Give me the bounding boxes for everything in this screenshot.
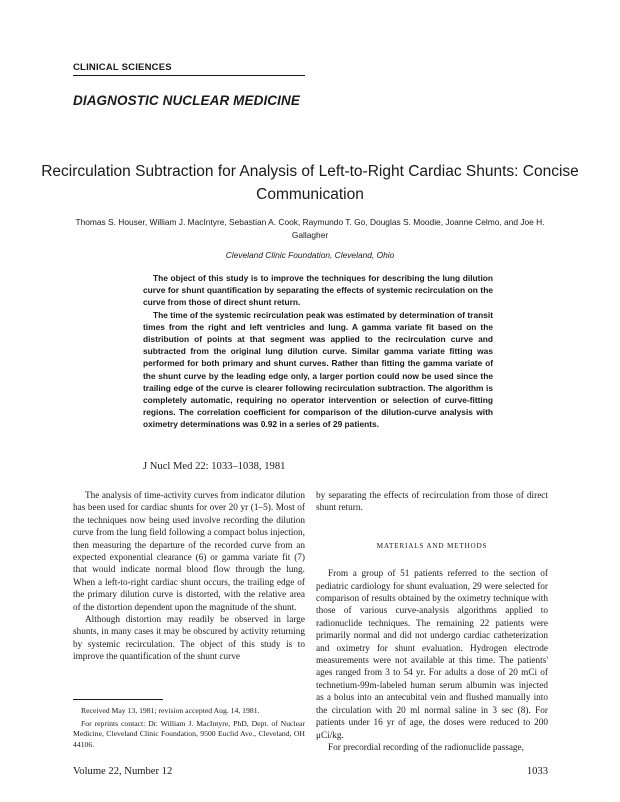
body-paragraph: For precordial recording of the radionuclide passage, (328, 742, 524, 753)
volume-label: Volume 22, Number 12 (73, 766, 173, 777)
body-paragraph: by separating the effects of recirculation from those of direct shunt return. (316, 491, 548, 514)
body-paragraph: Although distortion may readily be observed in large shunts, in many cases it may be obscured by activity returning by systemic recirculation. The object of this study is to improve the quantification of the shunt curve (73, 615, 305, 663)
left-column (73, 490, 305, 664)
article-title: Recirculation Subtraction for Analysis of Left-to-Right Cardiac Shunts: Concise Communication (41, 163, 579, 203)
citation-line: J Nucl Med 22: 1033–1038, 1981 (143, 461, 286, 472)
body-paragraph: From a group of 51 patients referred to the section of pediatric cardiology for shunt evaluation, 29 were selected for comparison of results obtained by the oximetry technique with those of various curve-analysis algorithms applied to radionuclide techniques. The remaining 22 patients were primarily normal and did not undergo cardiac catheterization and oximetry for shunt evaluation. Hydrogen electrode measurements were not available at this time. The patients' ages ranged from 3 to 54 yr. For adults a dose of 20 mCi of technetium-99m-labeled human serum albumin was injected as a bolus into an antecubital vein and flushed manually into the circulation with 20 ml normal saline in 3 sec (8). For patients under 16 yr of age, the doses were reduced to 200 μCi/kg. (316, 569, 548, 741)
right-column (316, 490, 548, 754)
footnote: For reprints contact: Dr. William J. MacIntyre, PhD, Dept. of Nuclear Medicine, Cleveland Clinic Foundation, 9500 Euclid Ave., Cleveland, OH 44106. (73, 718, 305, 749)
footnotes (73, 706, 305, 752)
footnote-divider (73, 699, 163, 700)
section-label: CLINICAL SCIENCES (73, 62, 305, 76)
abstract-paragraph: The object of this study is to improve the techniques for describing the lung dilution curve for shunt quantification by separating the effects of systemic recirculation on the curve from those of direct shunt return. (143, 273, 493, 308)
author-list: Thomas S. Houser, William J. MacIntyre, Sebastian A. Cook, Raymundo T. Go, Douglas S. Moodie, Joanne Celmo, and Joe H. Gallagher (75, 217, 545, 240)
affiliation: Cleveland Clinic Foundation, Cleveland, Ohio (225, 250, 395, 260)
body-paragraph: The analysis of time-activity curves from indicator dilution has been used for cardiac shunts for over 20 yr (1–5). Most of the techniques now being used involve recording the dilution curve from the lung field following a compact bolus injection, then measuring the departure of the recorded curve from an expected exponential clearance (6) or gamma variate fit (7) that would indicate normal blood flow through the lung. When a left-to-right cardiac shunt occurs, the trailing edge of the primary dilution curve is distorted, with the relative area of the distortion dependent upon the magnitude of the shunt. (73, 491, 305, 613)
footnote: Received May 13, 1981; revision accepted Aug. 14, 1981. (81, 706, 260, 715)
abstract-paragraph: The time of the systemic recirculation peak was estimated by determination of transit times from the right and left ventricles and lung. A gamma variate fit based on the distribution of points at that segment was applied to the recirculation curve and subtracted from the original lung dilution curve. Similar gamma variate fitting was performed for both primary and shunt curves. Rather than fitting the gamma variate of the shunt curve by the leading edge only, a larger portion could now be used since the trailing edge of the curve is clearer following recirculation subtraction. The algorithm is completely automatic, requiring no operator intervention or selection of curve-fitting regions. The correlation coefficient for comparison of the dilution-curve analysis with oximetry determinations was 0.92 in a series of 29 patients. (143, 309, 493, 430)
abstract (143, 272, 493, 431)
journal-heading: DIAGNOSTIC NUCLEAR MEDICINE (73, 93, 300, 108)
methods-heading: MATERIALS AND METHODS (376, 541, 488, 550)
page-number: 1033 (526, 766, 548, 777)
